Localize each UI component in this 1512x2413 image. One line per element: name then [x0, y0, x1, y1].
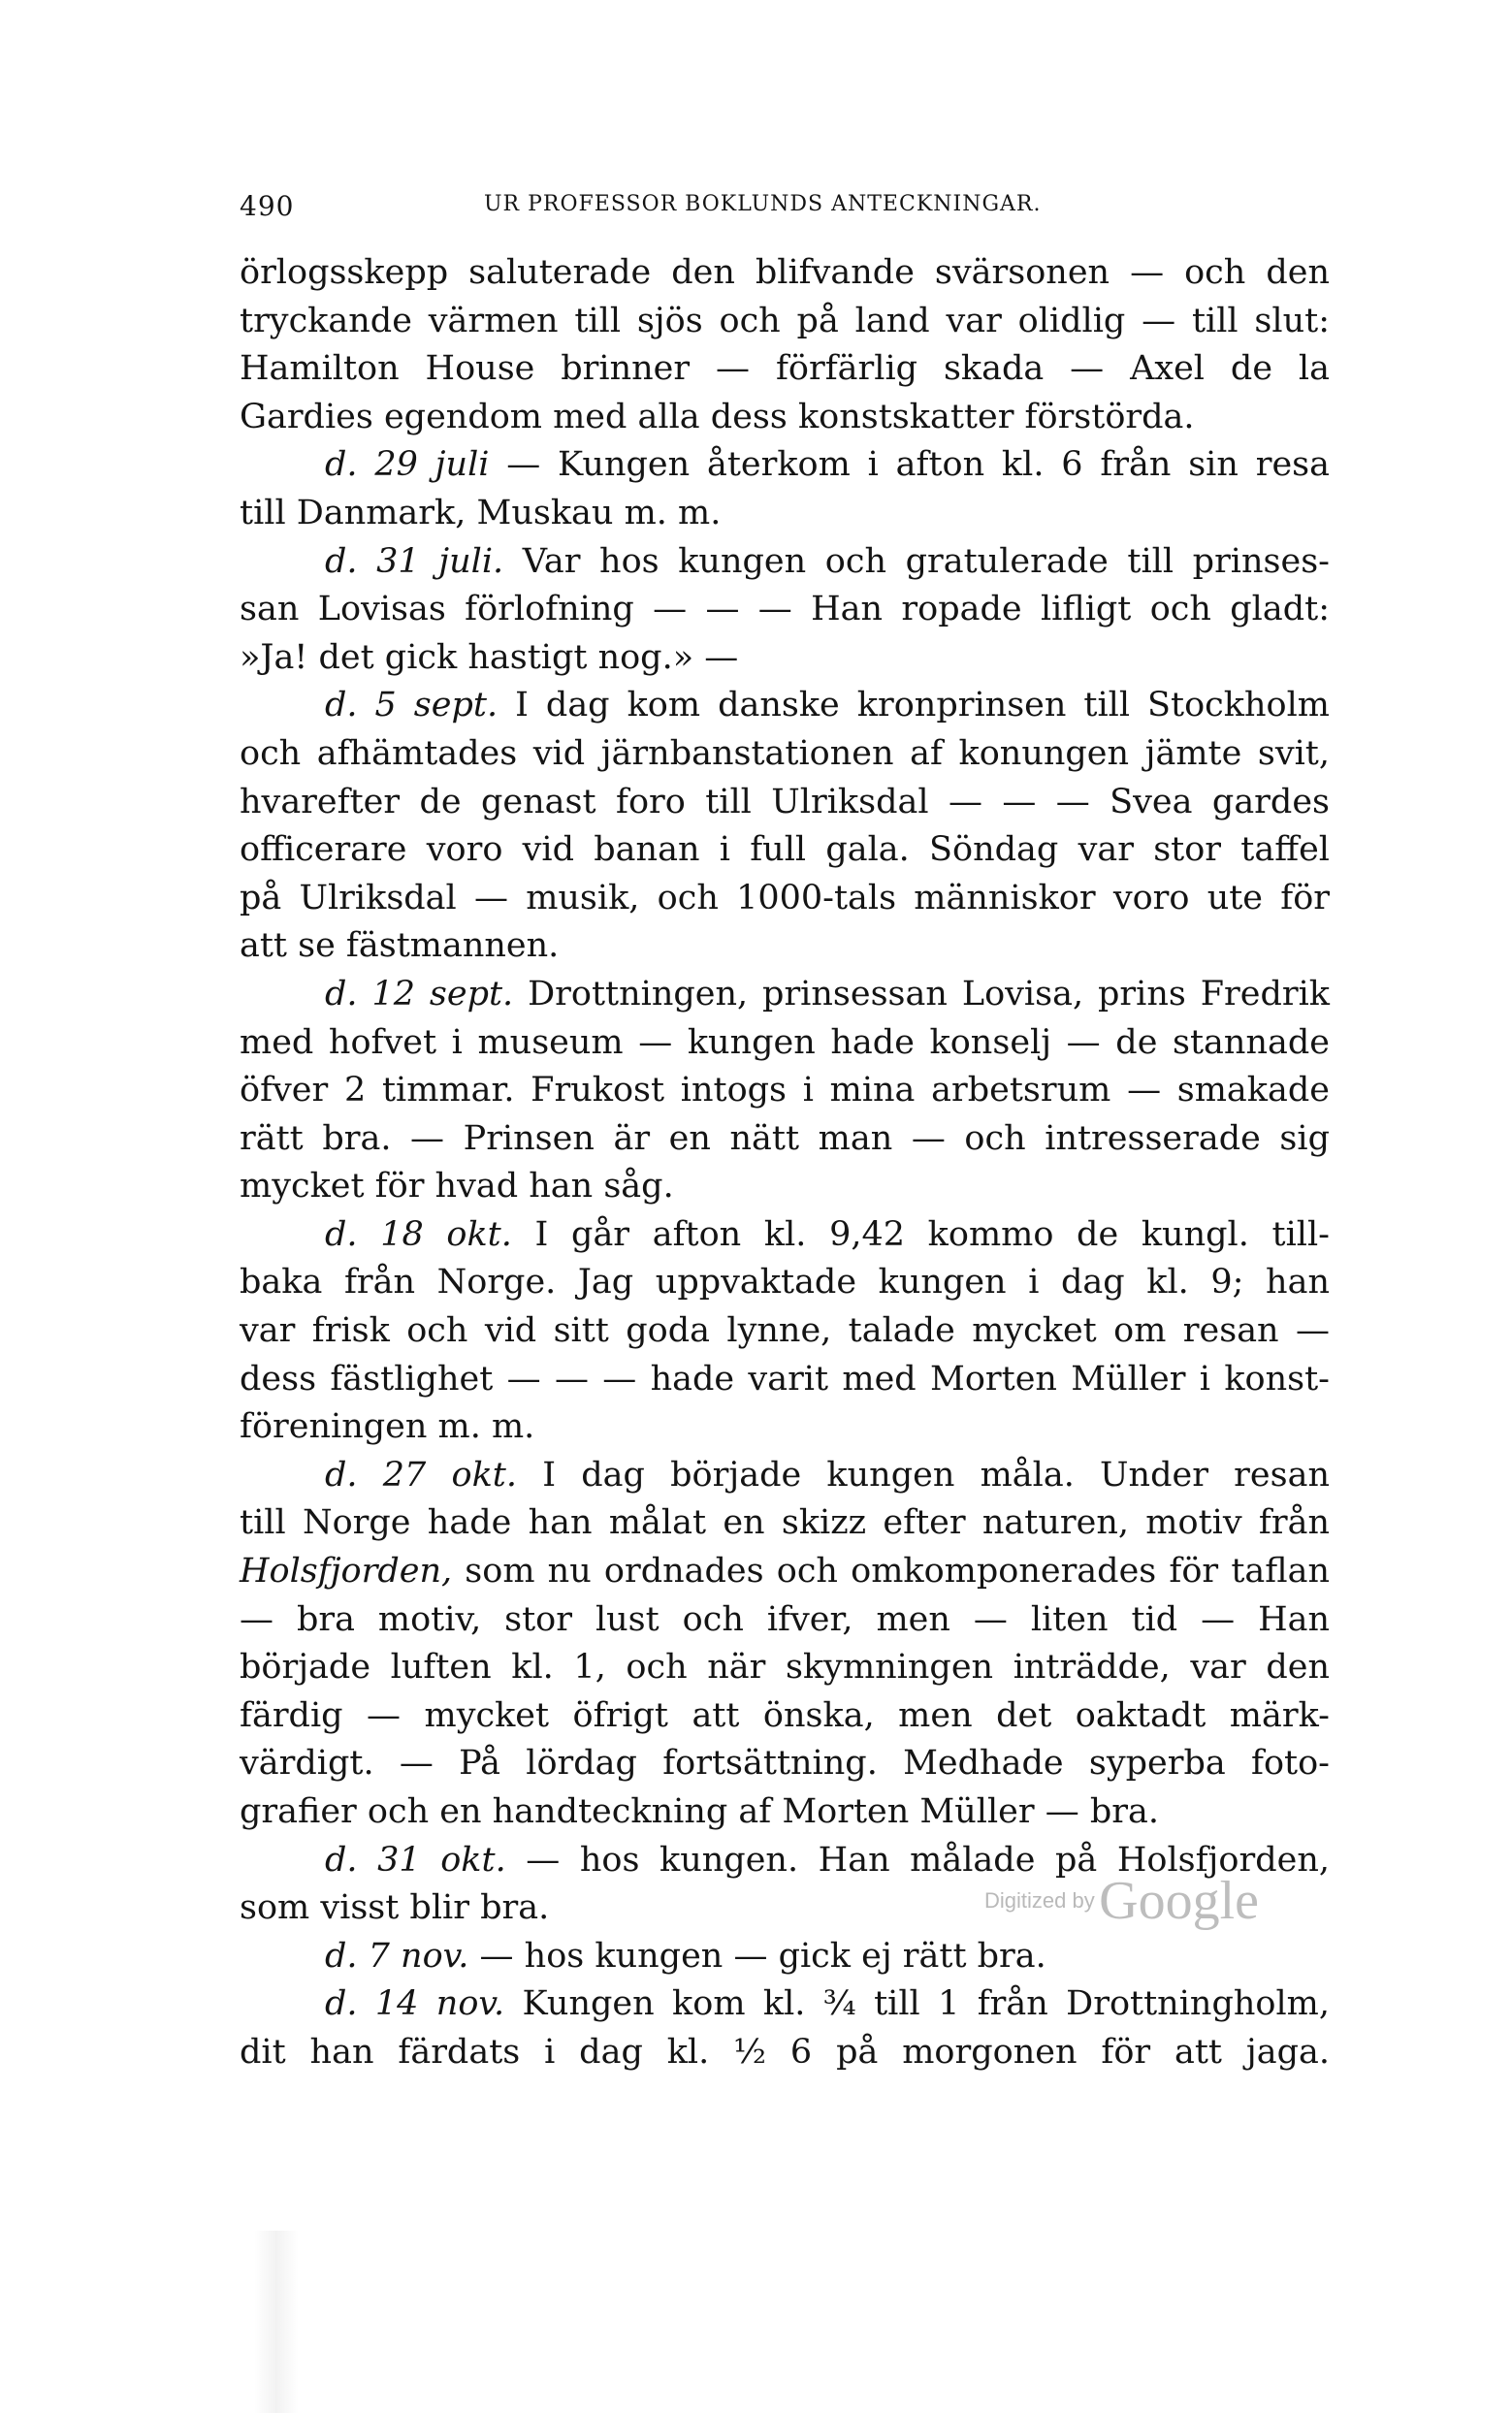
digitized-by-watermark	[984, 1870, 1259, 1932]
line-text: officerare voro vid banan i full gala. Söndag var stor taffel	[240, 830, 1330, 870]
line-text: värdigt. — På lördag fortsättning. Medhade syperba foto-	[240, 1744, 1330, 1784]
scan-edge-shadow	[254, 2231, 299, 2413]
entry-date: d. 14 nov.	[325, 1984, 505, 2024]
text-line	[240, 1788, 1330, 1837]
line-text: baka från Norge. Jag uppvaktade kungen i dag kl. 9; han	[240, 1263, 1330, 1303]
line-text: — hos kungen — gick ej rätt bra.	[468, 1936, 1046, 1976]
line-text: — bra motiv, stor lust och ifver, men — liten tid — Han	[240, 1599, 1330, 1639]
text-line	[240, 1019, 1330, 1068]
text-line	[240, 1115, 1330, 1164]
entry-date: d. 12 sept.	[325, 974, 514, 1013]
line-text: — hos kungen. Han målade på Holsfjorden,	[505, 1840, 1330, 1880]
line-text: till Norge hade han målat en skizz efter naturen, motiv från	[240, 1503, 1330, 1543]
text-line	[240, 394, 1330, 442]
text-line	[240, 682, 1330, 730]
google-logo: Google	[1099, 1871, 1260, 1931]
line-text: I dag kom danske kronprinsen till Stockholm	[498, 686, 1330, 725]
line-text: I dag började kungen måla. Under resan	[516, 1455, 1330, 1495]
entry-date: Holsfjorden,	[240, 1552, 453, 1592]
entry-date: d. 7 nov.	[325, 1936, 469, 1976]
entry-date: d. 31 juli.	[325, 541, 504, 581]
line-text: »Ja! det gick hastigt nog.» —	[240, 637, 739, 677]
text-line	[240, 1980, 1330, 2029]
text-line	[240, 779, 1330, 827]
text-line	[240, 1499, 1330, 1548]
entry-date: d. 27 okt.	[325, 1455, 517, 1495]
line-text: färdig — mycket öfrigt att önska, men det oaktadt märk-	[240, 1695, 1330, 1735]
text-line	[240, 971, 1330, 1019]
text-line	[240, 586, 1330, 634]
text-line	[240, 1452, 1330, 1500]
line-text: öfver 2 timmar. Frukost intogs i mina arbetsrum — smakade	[240, 1071, 1330, 1110]
text-line	[240, 1596, 1330, 1645]
line-text: san Lovisas förlofning — — — Han ropade lifligt och gladt:	[240, 590, 1330, 629]
line-text: och afhämtades vid järnbanstationen af konungen jämte svit,	[240, 733, 1330, 773]
text-line	[240, 634, 1330, 683]
line-text: som visst blir bra.	[240, 1888, 550, 1928]
line-text: började luften kl. 1, och när skymningen inträdde, var den	[240, 1648, 1330, 1688]
line-text: rätt bra. — Prinsen är en nätt man — och intresserade sig	[240, 1118, 1330, 1158]
line-text: — Kungen återkom i afton kl. 6 från sin resa	[489, 445, 1330, 485]
line-text: var frisk och vid sitt goda lynne, talade mycket om resan —	[240, 1311, 1330, 1351]
text-line	[240, 1307, 1330, 1356]
body-text	[240, 249, 1330, 2077]
line-text: Gardies egendom med alla dess konstskatter förstörda.	[240, 397, 1195, 436]
line-text: Var hos kungen och gratulerade till prinses-	[503, 541, 1330, 581]
text-line	[240, 441, 1330, 490]
line-text: Kungen kom kl. ¾ till 1 från Drottningholm,	[504, 1984, 1330, 2024]
line-text: Drottningen, prinsessan Lovisa, prins Fredrik	[513, 974, 1330, 1013]
line-text: med hofvet i museum — kungen hade konselj — de stannade	[240, 1022, 1330, 1062]
entry-date: d. 5 sept.	[325, 686, 499, 725]
text-line	[240, 249, 1330, 298]
line-text: I går afton kl. 9,42 kommo de kungl. till-	[511, 1214, 1330, 1254]
text-line	[240, 1740, 1330, 1788]
text-line	[240, 1259, 1330, 1307]
line-text: grafier och en handteckning af Morten Müller — bra.	[240, 1792, 1160, 1831]
text-line	[240, 1933, 1330, 1981]
entry-date: d. 18 okt.	[325, 1214, 512, 1254]
line-text: till Danmark, Muskau m. m.	[240, 493, 722, 532]
text-line	[240, 1163, 1330, 1211]
text-line	[240, 1211, 1330, 1260]
text-line	[240, 345, 1330, 394]
line-text: Hamilton House brinner — förfärlig skada — Axel de la	[240, 349, 1330, 389]
text-line	[240, 2029, 1330, 2077]
line-text: att se fästmannen.	[240, 926, 560, 966]
line-text: dit han färdats i dag kl. ½ 6 på morgonen för att jaga.	[240, 2032, 1330, 2072]
digitized-by-label: Digitized by	[984, 1888, 1095, 1913]
line-text: som nu ordnades och omkomponerades för taflan	[452, 1552, 1330, 1592]
line-text: örlogsskepp saluterade den blifvande svärsonen — och den	[240, 253, 1330, 292]
text-line	[240, 922, 1330, 971]
text-line	[240, 538, 1330, 587]
entry-date: d. 29 juli	[325, 445, 490, 485]
entry-date: d. 31 okt.	[325, 1840, 506, 1880]
line-text: dess fästlighet — — — hade varit med Morten Müller i konst-	[240, 1359, 1330, 1399]
line-text: föreningen m. m.	[240, 1407, 535, 1447]
text-line	[240, 1067, 1330, 1115]
text-line	[240, 1356, 1330, 1404]
text-line	[240, 875, 1330, 923]
text-line	[240, 730, 1330, 779]
text-line	[240, 826, 1330, 875]
text-line	[240, 1644, 1330, 1692]
text-line	[240, 1692, 1330, 1741]
text-line	[240, 1548, 1330, 1596]
line-text: mycket för hvad han såg.	[240, 1167, 674, 1206]
text-line	[240, 298, 1330, 346]
text-line	[240, 1403, 1330, 1452]
line-text: tryckande värmen till sjös och på land var olidlig — till slut:	[240, 301, 1330, 340]
text-line	[240, 490, 1330, 538]
page-number: 490	[240, 190, 295, 222]
line-text: på Ulriksdal — musik, och 1000-tals människor voro ute för	[240, 878, 1330, 917]
running-title: UR PROFESSOR BOKLUNDS ANTECKNINGAR.	[484, 192, 1042, 216]
line-text: hvarefter de genast foro till Ulriksdal — — — Svea gardes	[240, 782, 1330, 821]
